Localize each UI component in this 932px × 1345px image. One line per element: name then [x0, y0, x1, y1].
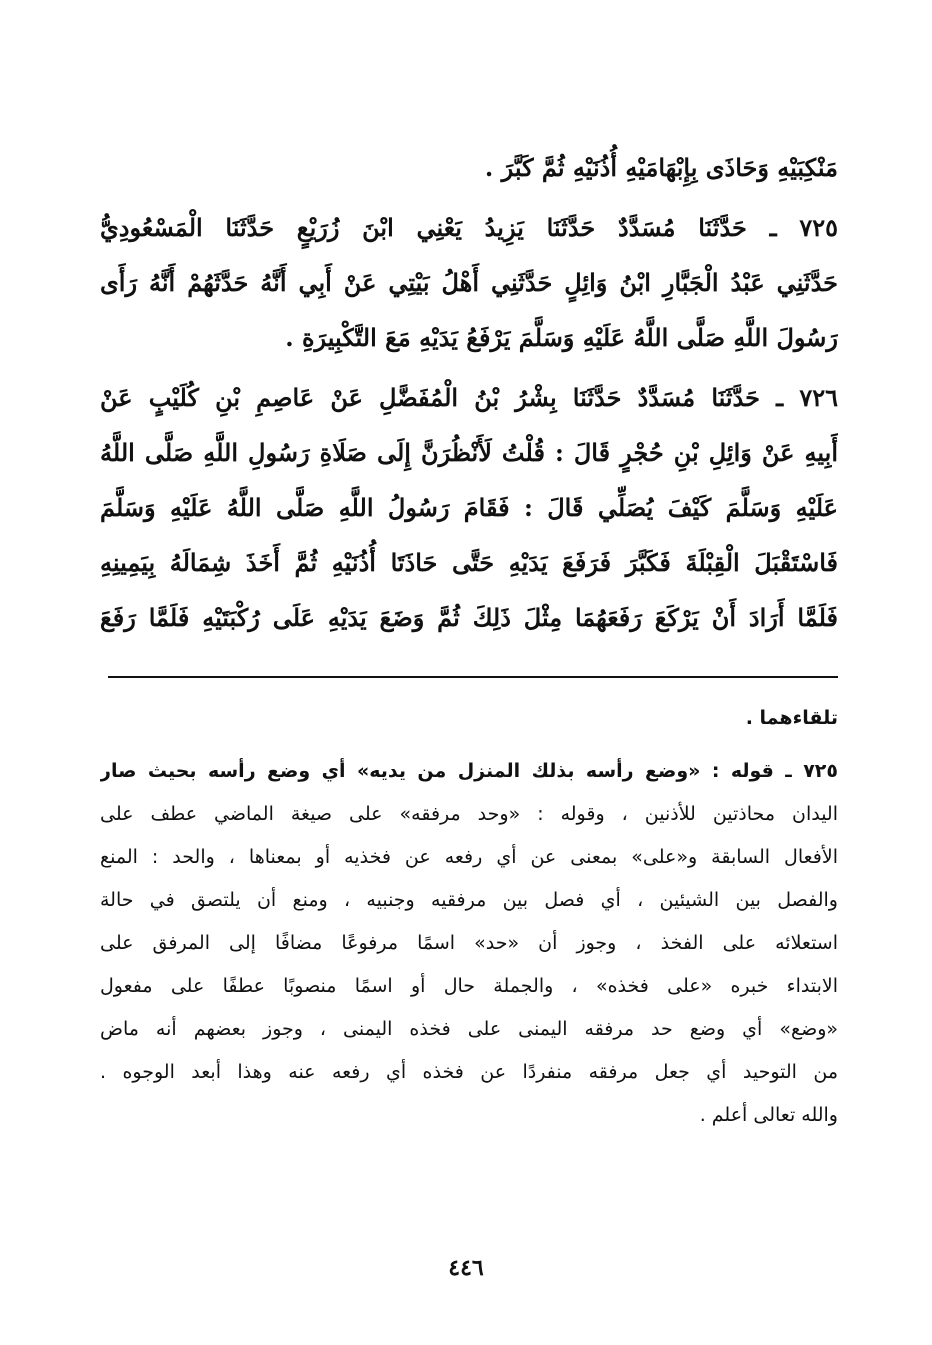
commentary-line: «وضع» أي وضع حد مرفقه اليمنى على فخذه اليمنى ، وجوز بعضهم أنه ماض [100, 1018, 838, 1040]
hadith-line: ٧٢٦ ـ حَدَّثَنَا مُسَدَّدٌ حَدَّثَنَا بِشْرُ بْنُ الْمُفَضَّلِ عَنْ عَاصِمِ بْنِ كُلَيْبٍ عَنْ [100, 383, 838, 412]
hadith-paragraph-725 [100, 200, 838, 365]
hadith-line: أَبِيهِ عَنْ وَائِلِ بْنِ حُجْرٍ قَالَ : قُلْتُ لَأَنْظُرَنَّ إِلَى صَلَاةِ رَسُولِ اللَّهِ صَلَّى اللَّهُ [100, 438, 838, 467]
hadith-line: رَسُولَ اللَّهِ صَلَّى اللَّهُ عَلَيْهِ وَسَلَّمَ يَرْفَعُ يَدَيْهِ مَعَ التَّكْبِيرَةِ . [285, 323, 838, 352]
hadith-paragraph-726 [100, 370, 838, 645]
hadith-line: مَنْكِبَيْهِ وَحَاذَى بِإِبْهَامَيْهِ أُذُنَيْهِ ثُمَّ كَبَّرَ . [484, 153, 838, 182]
commentary-line: والله تعالى أعلم . [699, 1104, 838, 1126]
hadith-line: فَلَمَّا أَرَادَ أَنْ يَرْكَعَ رَفَعَهُمَا مِثْلَ ذَلِكَ ثُمَّ وَضَعَ يَدَيْهِ عَلَى رُكْبَتَيْهِ فَلَمَّا رَفَعَ [100, 603, 838, 632]
commentary-paragraph-continuation [100, 697, 838, 740]
hadith-text-block [100, 140, 838, 645]
hadith-line: فَاسْتَقْبَلَ الْقِبْلَةَ فَكَبَّرَ فَرَفَعَ يَدَيْهِ حَتَّى حَاذَتَا أُذُنَيْهِ ثُمَّ أَخَذَ شِمَالَهُ بِيَمِينِهِ [100, 548, 838, 577]
hadith-line: ٧٢٥ ـ حَدَّثَنَا مُسَدَّدٌ حَدَّثَنَا يَزِيدُ يَعْنِي ابْنَ زُرَيْعٍ حَدَّثَنَا الْمَسْعُودِيُّ [100, 213, 838, 242]
hadith-line: عَلَيْهِ وَسَلَّمَ كَيْفَ يُصَلِّي قَالَ : فَقَامَ رَسُولُ اللَّهِ صَلَّى اللَّهُ عَلَيْهِ وَسَلَّمَ [100, 493, 838, 522]
hadith-line: حَدَّثَنِي عَبْدُ الْجَبَّارِ ابْنُ وَائِلٍ حَدَّثَنِي أَهْلُ بَيْتِي عَنْ أَبِي أَنَّهُ حَدَّثَهُمْ أَنَّهُ رَأَى [100, 268, 838, 297]
commentary-line: استعلائه على الفخذ ، وجوز أن «حد» اسمًا مرفوعًا مضافًا إلى المرفق على [100, 932, 838, 954]
commentary-line: والفصل بين الشيئين ، أي فصل بين مرفقيه وجنبيه ، ومنع أن يلتصق في حالة [100, 889, 838, 911]
commentary-line: ٧٢٥ ـ قوله : «وضع رأسه بذلك المنزل من يديه» أي وضع رأسه بحيث صار [100, 760, 838, 782]
commentary-line: اليدان محاذتين للأذنين ، وقوله : «وحد مرفقه» على صيغة الماضي عطف على [100, 803, 838, 825]
commentary-line: تلقاءهما . [745, 707, 838, 729]
commentary-block [100, 697, 838, 1137]
commentary-line: الابتداء خبره «على فخذه» ، والجملة حال أو اسمًا منصوبًا عطفًا على مفعول [100, 975, 838, 997]
commentary-paragraph-725 [100, 750, 838, 1137]
commentary-line: من التوحيد أي جعل مرفقه منفردًا عن فخذه أي رفعه عنه وهذا أبعد الوجوه . [100, 1061, 838, 1083]
footnote-divider [108, 676, 838, 678]
commentary-line: الأفعال السابقة و«على» بمعنى عن أي رفعه عن فخذيه أو بمعناها ، والحد : المنع [100, 846, 838, 868]
hadith-paragraph-continuation [100, 140, 838, 195]
page-number: ٤٤٦ [448, 1255, 484, 1281]
